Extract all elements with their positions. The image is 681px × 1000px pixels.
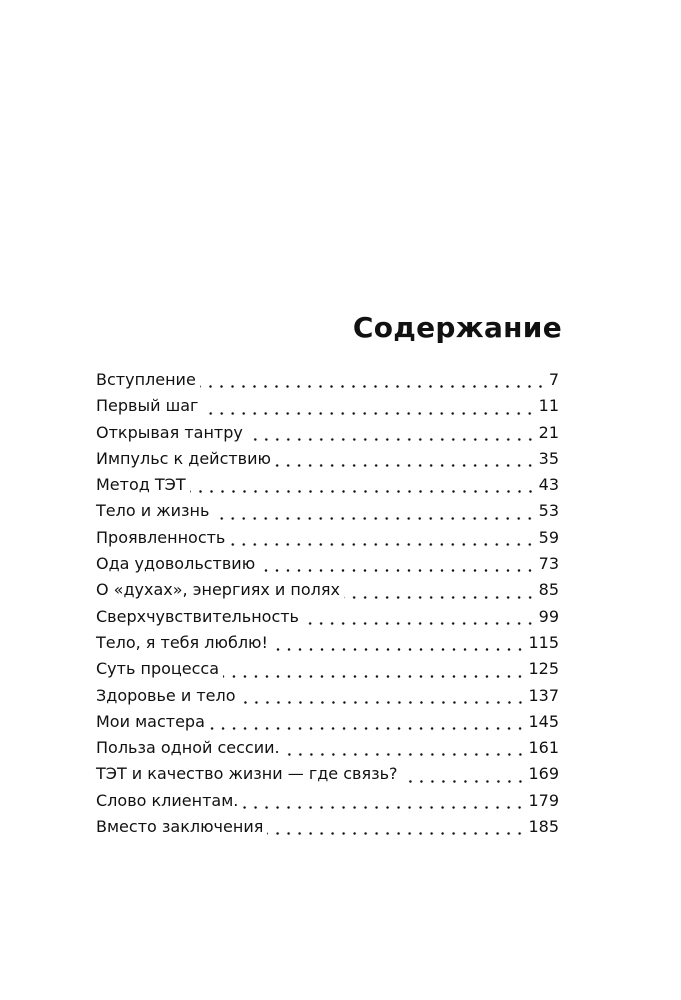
toc-entry [96,817,559,843]
dot-leader [223,675,525,678]
toc-entry-label: Импульс к действию [96,448,271,468]
dot-leader [259,569,535,572]
toc-entry [96,659,559,685]
toc-entry-label: Открывая тантру [96,422,243,442]
dot-leader [200,385,546,388]
toc-title: Содержание [352,311,562,344]
toc-entry-label: Проявленность [96,527,226,547]
dot-leader [242,806,525,809]
dot-leader [202,412,535,415]
toc-entry-label: Первый шаг [96,396,199,416]
dot-leader [229,543,535,546]
toc-entry-page: 43 [538,475,559,495]
toc-entry [96,423,559,449]
toc-entry-label: ТЭТ и качество жизни — где связь? [96,764,398,784]
dot-leader [240,701,526,704]
toc-entry-page: 7 [548,370,559,389]
dot-leader [190,490,536,493]
toc-entry-page: 185 [528,817,559,837]
toc-entry-label: Мои мастера [96,711,205,731]
toc-entry [96,712,559,738]
dot-leader [267,832,525,835]
toc-entry [96,764,559,790]
toc-entry-page: 179 [528,790,559,810]
toc-entry-page: 137 [528,685,559,705]
toc-entry [96,738,559,764]
toc-entry-label: Вместо заключения [96,817,264,837]
toc-entry [96,607,559,633]
toc-entry-page: 59 [538,527,559,547]
dot-leader [213,517,535,520]
dot-leader [272,648,526,651]
toc-entry-page: 125 [528,659,559,679]
dot-leader [209,727,526,730]
toc-entry-label: Польза одной сессии. [96,738,280,758]
toc-entry-page: 145 [528,711,559,731]
toc-entry-label: Тело, я тебя люблю! [96,632,268,652]
toc-entry-page: 53 [538,501,559,521]
toc-entry-page: 21 [538,422,559,442]
toc-entry [96,396,559,422]
dot-leader [247,438,536,441]
dot-leader [303,622,536,625]
toc-entry-label: Слово клиентам. [96,790,239,810]
toc-entry-label: Метод ТЭТ [96,475,186,495]
dot-leader [344,596,536,599]
toc-entry-label: Ода удовольствию [96,554,256,574]
toc-entry [96,554,559,580]
toc-entry-label: О «духах», энергиях и полях [96,580,340,600]
toc-entry [96,580,559,606]
toc-entry [96,449,559,475]
toc-entry [96,370,559,396]
toc-entry-page: 85 [538,580,559,600]
table-of-contents [96,370,559,843]
toc-entry [96,686,559,712]
toc-entry-page: 99 [538,606,559,626]
toc-entry [96,528,559,554]
toc-entry-label: Здоровье и тело [96,685,236,705]
toc-entry-page: 169 [528,764,559,784]
toc-entry-page: 11 [538,396,559,416]
dot-leader [284,753,526,756]
toc-entry-page: 115 [528,632,559,652]
toc-entry-label: Вступление [96,370,196,389]
dot-leader [402,780,526,783]
toc-entry [96,791,559,817]
toc-entry-page: 35 [538,448,559,468]
toc-entry [96,501,559,527]
toc-entry [96,475,559,501]
toc-entry-label: Суть процесса [96,659,220,679]
toc-entry-label: Сверхчувствительность [96,606,299,626]
toc-entry-page: 161 [528,738,559,758]
dot-leader [275,464,536,467]
toc-entry [96,633,559,659]
toc-entry-label: Тело и жизнь [96,501,210,521]
toc-entry-page: 73 [538,554,559,574]
